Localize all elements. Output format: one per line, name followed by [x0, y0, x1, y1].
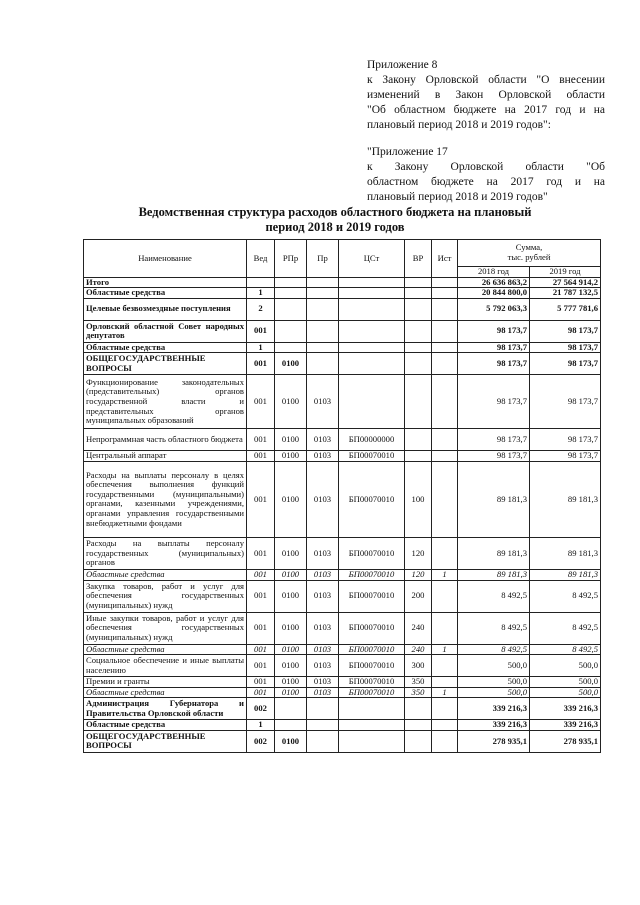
- row-pr: [307, 277, 339, 288]
- row-cst: [339, 288, 405, 299]
- header-sum-label: Сумма,: [515, 242, 543, 253]
- row-name: Областные средства: [84, 644, 247, 655]
- row-ist: [432, 375, 458, 429]
- row-ist: 1: [432, 644, 458, 655]
- appendix-line: плановый период 2018 и 2019 годов":: [367, 119, 551, 131]
- row-name: ОБЩЕГОСУДАРСТВЕННЫЕ ВОПРОСЫ: [84, 730, 247, 752]
- table-row: [84, 537, 601, 569]
- row-pr: [307, 353, 339, 375]
- row-value-2018: 8 492,5: [458, 580, 530, 612]
- table-row: [84, 288, 601, 299]
- row-cst: БП00070010: [339, 580, 405, 612]
- table-row: [84, 569, 601, 580]
- table-row: [84, 277, 601, 288]
- appendix-line: областном бюджете на 2017 год и на: [367, 176, 605, 188]
- row-name: Целевые безвозмездные поступления: [84, 298, 247, 320]
- row-vr: [405, 429, 432, 451]
- row-pr: 0103: [307, 644, 339, 655]
- row-rpr: [275, 288, 307, 299]
- row-rpr: [275, 320, 307, 342]
- row-value-2018: 98 173,7: [458, 320, 530, 342]
- row-pr: [307, 288, 339, 299]
- row-ved: 2: [247, 298, 275, 320]
- row-vr: [405, 353, 432, 375]
- appendix-line: плановый период 2018 и 2019 годов": [367, 191, 548, 203]
- row-rpr: 0100: [275, 580, 307, 612]
- row-value-2019: 89 181,3: [530, 461, 601, 537]
- row-vr: 240: [405, 644, 432, 655]
- appendix-number: Приложение 8: [367, 59, 438, 71]
- row-name: Областные средства: [84, 288, 247, 299]
- row-rpr: 0100: [275, 687, 307, 698]
- row-ved: 002: [247, 730, 275, 752]
- header-vr: ВР: [405, 240, 432, 278]
- row-cst: [339, 298, 405, 320]
- row-ved: 001: [247, 677, 275, 688]
- row-value-2018: 98 173,7: [458, 375, 530, 429]
- header-sum: [458, 240, 601, 267]
- row-vr: [405, 730, 432, 752]
- row-pr: [307, 720, 339, 731]
- row-rpr: 0100: [275, 451, 307, 462]
- row-vr: [405, 375, 432, 429]
- row-value-2019: 339 216,3: [530, 720, 601, 731]
- row-cst: [339, 730, 405, 752]
- row-ved: 001: [247, 429, 275, 451]
- row-cst: БП00070010: [339, 537, 405, 569]
- row-value-2019: 21 787 132,5: [530, 288, 601, 299]
- row-vr: [405, 720, 432, 731]
- row-value-2018: 500,0: [458, 677, 530, 688]
- row-value-2018: 89 181,3: [458, 569, 530, 580]
- row-value-2018: 98 173,7: [458, 342, 530, 353]
- appendix-line: к Закону Орловской области "О внесении: [367, 74, 605, 86]
- row-cst: БП00070010: [339, 612, 405, 644]
- row-name: Закупка товаров, работ и услуг для обеспечения государственных (муниципальных) нужд: [84, 580, 247, 612]
- row-cst: БП00070010: [339, 644, 405, 655]
- row-ist: [432, 298, 458, 320]
- row-value-2019: 8 492,5: [530, 644, 601, 655]
- row-pr: 0103: [307, 375, 339, 429]
- row-vr: [405, 698, 432, 720]
- row-rpr: 0100: [275, 353, 307, 375]
- row-vr: 350: [405, 677, 432, 688]
- row-name: Итого: [84, 277, 247, 288]
- row-cst: БП00070010: [339, 677, 405, 688]
- appendix-header: [367, 58, 605, 205]
- row-ist: 1: [432, 569, 458, 580]
- row-value-2018: 89 181,3: [458, 461, 530, 537]
- row-value-2019: 339 216,3: [530, 698, 601, 720]
- row-ist: [432, 720, 458, 731]
- row-value-2019: 500,0: [530, 655, 601, 677]
- row-ved: 002: [247, 698, 275, 720]
- row-pr: [307, 730, 339, 752]
- row-pr: 0103: [307, 461, 339, 537]
- row-rpr: [275, 720, 307, 731]
- row-name: Областные средства: [84, 342, 247, 353]
- row-name: Социальное обеспечение и иные выплаты населению: [84, 655, 247, 677]
- table-row: [84, 353, 601, 375]
- row-vr: 100: [405, 461, 432, 537]
- row-ved: 001: [247, 569, 275, 580]
- table-row: [84, 580, 601, 612]
- table-row: [84, 298, 601, 320]
- row-value-2018: 8 492,5: [458, 612, 530, 644]
- row-ved: 001: [247, 580, 275, 612]
- row-rpr: [275, 298, 307, 320]
- row-value-2019: 5 777 781,6: [530, 298, 601, 320]
- row-value-2019: 27 564 914,2: [530, 277, 601, 288]
- row-vr: [405, 342, 432, 353]
- table-row: [84, 320, 601, 342]
- row-cst: [339, 277, 405, 288]
- row-value-2018: 98 173,7: [458, 353, 530, 375]
- row-ist: [432, 288, 458, 299]
- row-value-2019: 8 492,5: [530, 612, 601, 644]
- row-ist: [432, 342, 458, 353]
- row-ist: [432, 677, 458, 688]
- row-rpr: 0100: [275, 730, 307, 752]
- row-vr: 350: [405, 687, 432, 698]
- table-row: [84, 698, 601, 720]
- row-cst: [339, 320, 405, 342]
- row-name: Областные средства: [84, 569, 247, 580]
- row-rpr: 0100: [275, 461, 307, 537]
- row-value-2019: 278 935,1: [530, 730, 601, 752]
- row-rpr: 0100: [275, 569, 307, 580]
- row-value-2018: 8 492,5: [458, 644, 530, 655]
- row-name: Расходы на выплаты персоналу государственных (муниципальных) органов: [84, 537, 247, 569]
- row-vr: [405, 288, 432, 299]
- row-ved: 001: [247, 687, 275, 698]
- header-ist: Ист: [432, 240, 458, 278]
- row-value-2018: 89 181,3: [458, 537, 530, 569]
- row-ist: [432, 320, 458, 342]
- row-value-2018: 278 935,1: [458, 730, 530, 752]
- row-vr: [405, 298, 432, 320]
- header-2019: 2019 год: [530, 267, 601, 278]
- row-rpr: 0100: [275, 677, 307, 688]
- row-pr: 0103: [307, 677, 339, 688]
- row-vr: [405, 451, 432, 462]
- appendix-line: к Закону Орловской области "Об: [367, 161, 605, 173]
- row-name: Администрация Губернатора и Правительства Орловской области: [84, 698, 247, 720]
- row-pr: 0103: [307, 687, 339, 698]
- row-name: Функционирование законодательных (представительных) органов государственной власти и представительных органов муниципальных образований: [84, 375, 247, 429]
- title-line: Ведомственная структура расходов областного бюджета на плановый: [138, 205, 532, 219]
- row-ist: [432, 461, 458, 537]
- table-row: [84, 644, 601, 655]
- row-cst: БП00070010: [339, 569, 405, 580]
- row-ved: 001: [247, 320, 275, 342]
- row-vr: 200: [405, 580, 432, 612]
- row-ved: 1: [247, 720, 275, 731]
- document-title: [100, 205, 570, 235]
- appendix-number: "Приложение 17: [367, 146, 448, 158]
- table-row: [84, 730, 601, 752]
- row-value-2018: 98 173,7: [458, 429, 530, 451]
- row-pr: [307, 698, 339, 720]
- row-cst: [339, 698, 405, 720]
- row-ist: [432, 580, 458, 612]
- appendix-line: изменений в Закон Орловской области: [367, 89, 605, 101]
- table-row: [84, 375, 601, 429]
- row-cst: БП00000000: [339, 429, 405, 451]
- table-body: [84, 277, 601, 752]
- row-ved: 001: [247, 655, 275, 677]
- row-value-2019: 89 181,3: [530, 569, 601, 580]
- table-row: [84, 342, 601, 353]
- row-value-2019: 98 173,7: [530, 451, 601, 462]
- row-value-2018: 20 844 800,0: [458, 288, 530, 299]
- row-ved: 1: [247, 342, 275, 353]
- row-rpr: [275, 698, 307, 720]
- table-row: [84, 461, 601, 537]
- row-value-2018: 500,0: [458, 687, 530, 698]
- appendix-line: "Об областном бюджете на 2017 год и на: [367, 104, 605, 116]
- row-ved: 001: [247, 461, 275, 537]
- row-name: Областные средства: [84, 687, 247, 698]
- row-pr: 0103: [307, 655, 339, 677]
- table-row: [84, 677, 601, 688]
- row-pr: 0103: [307, 580, 339, 612]
- row-ist: [432, 277, 458, 288]
- row-ist: [432, 730, 458, 752]
- row-pr: [307, 342, 339, 353]
- row-ved: 1: [247, 288, 275, 299]
- row-ist: [432, 451, 458, 462]
- row-ist: [432, 353, 458, 375]
- row-pr: [307, 298, 339, 320]
- row-value-2018: 5 792 063,3: [458, 298, 530, 320]
- row-pr: 0103: [307, 569, 339, 580]
- table-row: [84, 687, 601, 698]
- row-ved: [247, 277, 275, 288]
- row-ist: [432, 537, 458, 569]
- row-ist: [432, 698, 458, 720]
- table-row: [84, 612, 601, 644]
- row-rpr: 0100: [275, 612, 307, 644]
- row-ist: [432, 612, 458, 644]
- header-sum-unit: тыс. рублей: [507, 252, 551, 262]
- row-value-2018: 500,0: [458, 655, 530, 677]
- row-ved: 001: [247, 375, 275, 429]
- row-rpr: 0100: [275, 429, 307, 451]
- row-vr: 120: [405, 569, 432, 580]
- row-value-2019: 98 173,7: [530, 320, 601, 342]
- header-name: Наименование: [84, 240, 247, 278]
- row-name: Орловский областной Совет народных депутатов: [84, 320, 247, 342]
- row-cst: БП00070010: [339, 655, 405, 677]
- table-row: [84, 451, 601, 462]
- row-name: Иные закупки товаров, работ и услуг для обеспечения государственных (муниципальных) нужд: [84, 612, 247, 644]
- header-pr: Пр: [307, 240, 339, 278]
- row-value-2019: 98 173,7: [530, 375, 601, 429]
- row-value-2018: 339 216,3: [458, 720, 530, 731]
- row-name: Непрограммная часть областного бюджета: [84, 429, 247, 451]
- row-ist: [432, 655, 458, 677]
- row-rpr: 0100: [275, 375, 307, 429]
- row-vr: 300: [405, 655, 432, 677]
- row-vr: 120: [405, 537, 432, 569]
- row-value-2019: 98 173,7: [530, 429, 601, 451]
- row-value-2019: 89 181,3: [530, 537, 601, 569]
- row-value-2018: 98 173,7: [458, 451, 530, 462]
- table-row: [84, 429, 601, 451]
- title-line: период 2018 и 2019 годов: [265, 220, 405, 234]
- row-pr: 0103: [307, 612, 339, 644]
- row-ved: 001: [247, 537, 275, 569]
- row-rpr: 0100: [275, 537, 307, 569]
- row-name: Расходы на выплаты персоналу в целях обеспечения выполнения функций государственными (муниципальными) органами, казенными учреждениями, органами управления государственными внебюджетными фондами: [84, 461, 247, 537]
- row-pr: [307, 320, 339, 342]
- row-pr: 0103: [307, 537, 339, 569]
- row-cst: [339, 375, 405, 429]
- table-row: [84, 655, 601, 677]
- row-vr: [405, 277, 432, 288]
- row-value-2019: 98 173,7: [530, 353, 601, 375]
- row-value-2019: 500,0: [530, 687, 601, 698]
- row-ved: 001: [247, 451, 275, 462]
- row-name: Областные средства: [84, 720, 247, 731]
- row-ved: 001: [247, 644, 275, 655]
- row-ist: [432, 429, 458, 451]
- row-cst: [339, 353, 405, 375]
- row-ist: 1: [432, 687, 458, 698]
- row-rpr: 0100: [275, 655, 307, 677]
- row-pr: 0103: [307, 451, 339, 462]
- row-cst: [339, 720, 405, 731]
- table-row: [84, 720, 601, 731]
- row-name: ОБЩЕГОСУДАРСТВЕННЫЕ ВОПРОСЫ: [84, 353, 247, 375]
- row-cst: [339, 342, 405, 353]
- row-value-2019: 98 173,7: [530, 342, 601, 353]
- header-2018: 2018 год: [458, 267, 530, 278]
- row-value-2019: 8 492,5: [530, 580, 601, 612]
- row-name: Премии и гранты: [84, 677, 247, 688]
- row-pr: 0103: [307, 429, 339, 451]
- row-rpr: [275, 277, 307, 288]
- row-rpr: 0100: [275, 644, 307, 655]
- row-ved: 001: [247, 353, 275, 375]
- row-ved: 001: [247, 612, 275, 644]
- row-vr: [405, 320, 432, 342]
- row-cst: БП00070010: [339, 461, 405, 537]
- header-ved: Вед: [247, 240, 275, 278]
- row-rpr: [275, 342, 307, 353]
- row-cst: БП00070010: [339, 687, 405, 698]
- row-cst: БП00070010: [339, 451, 405, 462]
- budget-table: [83, 239, 601, 753]
- row-value-2019: 500,0: [530, 677, 601, 688]
- header-cst: ЦСт: [339, 240, 405, 278]
- row-value-2018: 339 216,3: [458, 698, 530, 720]
- row-name: Центральный аппарат: [84, 451, 247, 462]
- row-vr: 240: [405, 612, 432, 644]
- row-value-2018: 26 636 863,2: [458, 277, 530, 288]
- header-rpr: РПр: [275, 240, 307, 278]
